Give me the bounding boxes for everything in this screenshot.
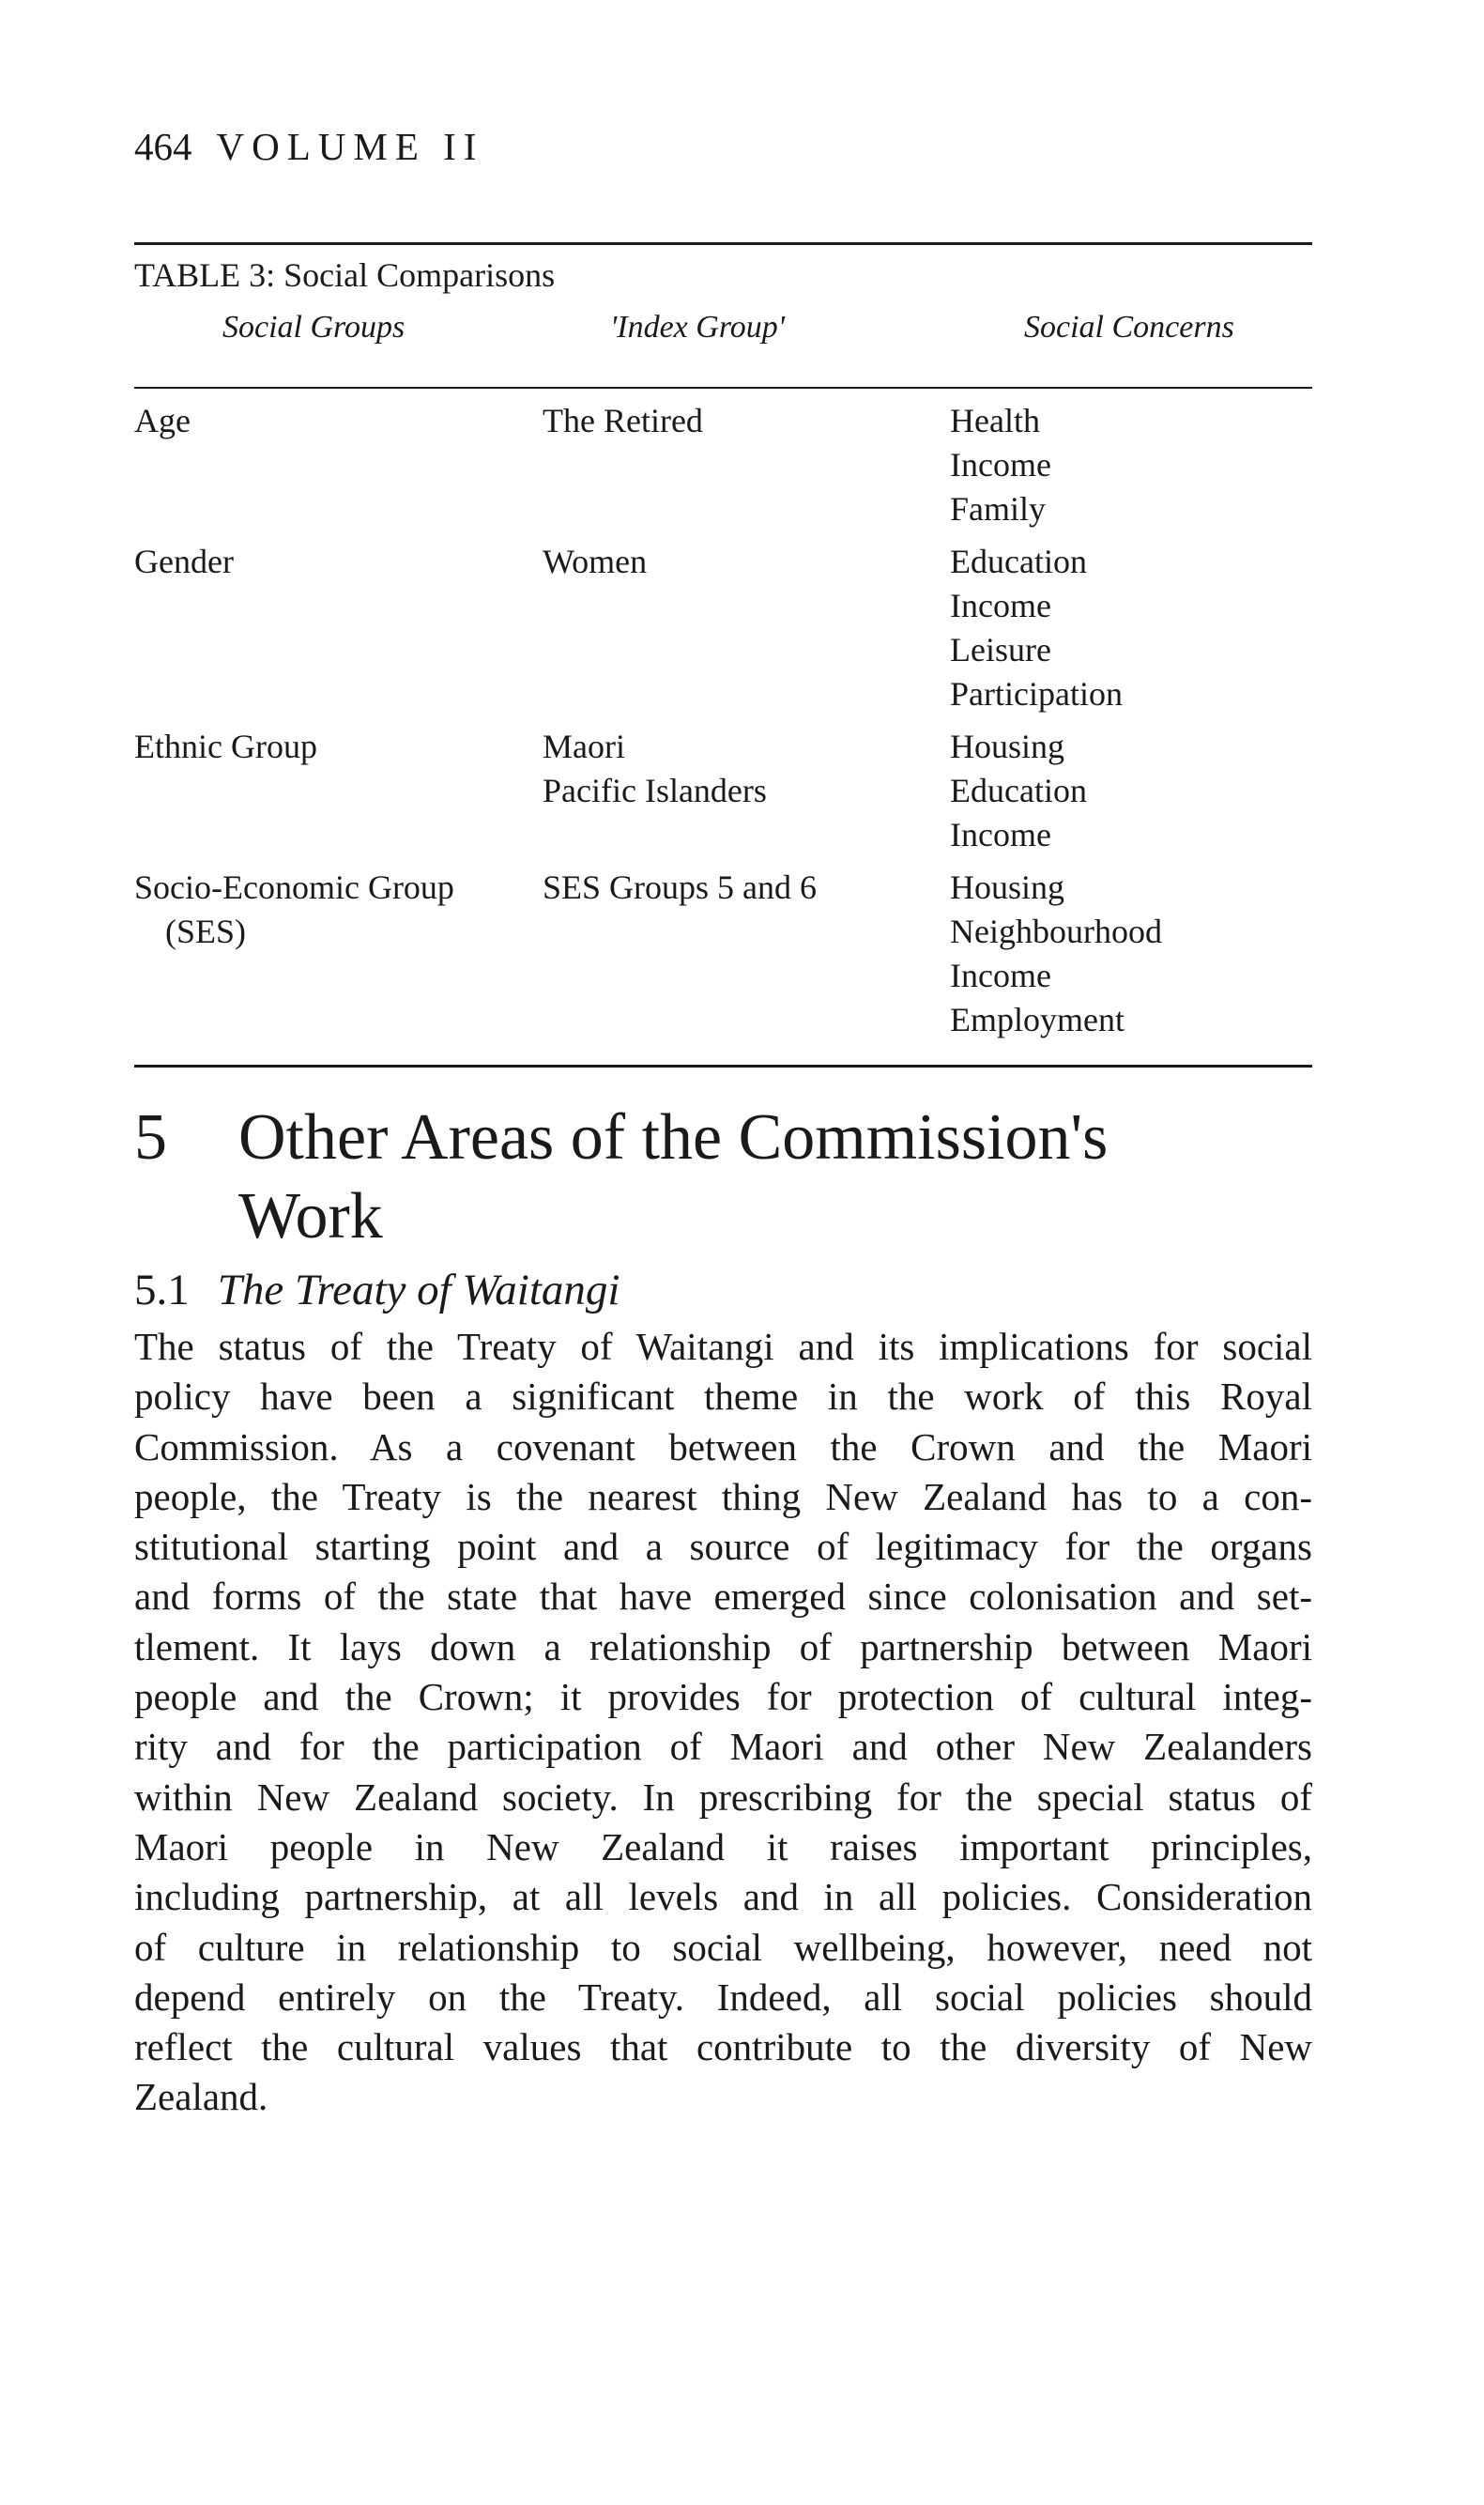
paragraph-line: people, the Treaty is the nearest thing New Zealand has to a con- — [134, 1474, 1312, 1518]
table-cell-group: Gender — [134, 543, 234, 580]
paragraph-line: policy have been a significant theme in the work of this Royal — [134, 1375, 1312, 1419]
paragraph-line: Commission. As a covenant between the Crown and the Maori — [134, 1424, 1312, 1468]
subsection-number: 5.1 — [134, 1266, 190, 1314]
paragraph-line: reflect the cultural values that contribute to the diversity of New — [134, 2025, 1312, 2069]
running-head — [134, 124, 483, 169]
column-header-social-concerns: Social Concerns — [1024, 310, 1234, 345]
paragraph-line: Zealand. — [134, 2075, 268, 2119]
paragraph-line: including partnership, at all levels and in all policies. Consideration — [134, 1875, 1312, 1919]
subsection-title: The Treaty of Waitangi — [217, 1266, 620, 1314]
paragraph-line: rity and for the participation of Maori and other New Zealanders — [134, 1725, 1312, 1769]
subsection-heading — [134, 1265, 620, 1315]
column-header-social-groups: Social Groups — [222, 310, 405, 345]
section-title: Other Areas of the Commission's Work — [238, 1101, 1109, 1252]
table-cell-group: Socio-Economic Group (SES) — [134, 868, 454, 950]
table-cell-group: Ethnic Group — [134, 728, 317, 765]
table-cell-index: The Retired — [543, 402, 703, 439]
table-header-rule — [134, 387, 1312, 389]
table-cell-group: Age — [134, 402, 191, 439]
paragraph-line: stitutional starting point and a source of legitimacy for the organs — [134, 1525, 1312, 1569]
table-cell-concerns: Housing Education Income — [950, 728, 1087, 853]
paragraph-line: The status of the Treaty of Waitangi and its implications for social — [134, 1325, 1312, 1368]
table-cell-concerns: Health Income Family — [950, 402, 1051, 528]
table-cell-index: Women — [543, 543, 648, 580]
paragraph-line: people and the Crown; it provides for protection of cultural integ- — [134, 1675, 1312, 1719]
paragraph-line: tlement. It lays down a relationship of partnership between Maori — [134, 1624, 1312, 1668]
volume-label: VOLUME II — [216, 125, 484, 168]
body-paragraph — [134, 1322, 1312, 2123]
paragraph-line: of culture in relationship to social wellbeing, however, need not — [134, 1925, 1312, 1969]
table-caption: TABLE 3: Social Comparisons — [134, 256, 556, 294]
table-cell-concerns: Education Income Leisure Participation — [950, 543, 1123, 713]
table-cell-index: SES Groups 5 and 6 — [543, 868, 818, 906]
section-number: 5 — [134, 1101, 167, 1174]
table-cell-concerns: Housing Neighbourhood Income Employment — [950, 868, 1162, 1038]
paragraph-line: and forms of the state that have emerged since colonisation and set- — [134, 1575, 1312, 1619]
table-cell-index: Maori Pacific Islanders — [543, 728, 767, 809]
paragraph-line: within New Zealand society. In prescribing for the special status of — [134, 1775, 1312, 1819]
table-top-rule — [134, 242, 1312, 245]
table-bottom-rule — [134, 1065, 1312, 1068]
page-number: 464 — [134, 125, 192, 168]
paragraph-line: depend entirely on the Treaty. Indeed, all social policies should — [134, 1975, 1312, 2019]
paragraph-line: Maori people in New Zealand it raises important principles, — [134, 1824, 1312, 1868]
column-header-index-group: 'Index Group' — [610, 310, 786, 345]
